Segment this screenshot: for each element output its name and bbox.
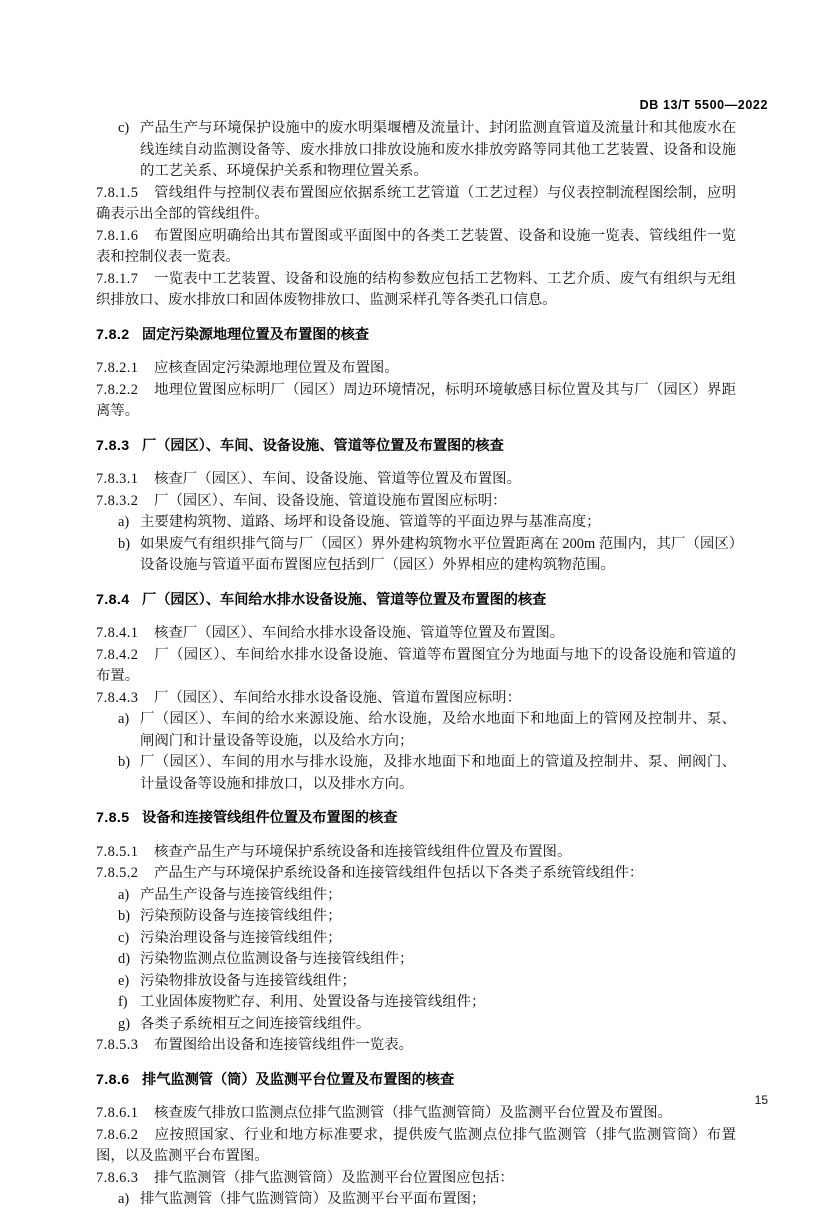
list-item-text: 主要建构筑物、道路、场坪和设备设施、管道等的平面边界与基准高度； xyxy=(140,514,601,530)
heading-title: 固定污染源地理位置及布置图的核查 xyxy=(142,326,370,343)
paragraph-text: 厂（园区）、车间给水排水设备设施、管道布置图应标明： xyxy=(154,689,521,706)
list-marker: g) xyxy=(118,1015,130,1032)
paragraph-7-8-6-2 xyxy=(96,1125,736,1168)
list-item xyxy=(96,752,736,795)
list-item-text: 污染预防设备与连接管线组件； xyxy=(140,908,342,924)
paragraph-text: 核查厂（园区）、车间、设备设施、管道等位置及布置图。 xyxy=(154,471,521,487)
list-item-text: 污染治理设备与连接管线组件； xyxy=(140,929,342,946)
list-marker: a) xyxy=(118,886,130,903)
heading-7-8-5 xyxy=(96,808,736,830)
heading-title: 厂（园区）、车间、设备设施、管道等位置及布置图的核查 xyxy=(142,437,504,454)
list-item xyxy=(96,992,736,1014)
list-marker: a) xyxy=(118,711,130,727)
paragraph-7-8-2-2 xyxy=(96,380,736,423)
heading-number: 7.8.6 xyxy=(96,1071,130,1088)
list-7863 xyxy=(96,1189,736,1211)
list-item-text: 产品生产与环境保护设施中的废水明渠堰槽及流量计、封闭监测直管道及流量计和其他废水在线连续自动监测设备等、废水排放口排放设施和废水排放旁路等同其他工艺装置、设备和设施的工艺关系、环境保护关系和物理位置关系。 xyxy=(140,120,736,179)
paragraph-number: 7.8.3.2 xyxy=(96,492,139,509)
paragraph-number: 7.8.4.3 xyxy=(96,689,139,706)
list-item-text: 厂（园区）、车间的用水与排水设施，及排水地面下和地面上的管道及控制井、泵、闸阀门、计量设备等设施和排放口，以及排水方向。 xyxy=(140,754,736,792)
list-item-text: 产品生产设备与连接管线组件； xyxy=(140,886,342,903)
list-item xyxy=(96,885,736,907)
paragraph-7-8-5-2 xyxy=(96,863,736,885)
paragraph-text: 应核查固定污染源地理位置及布置图。 xyxy=(154,360,399,376)
paragraph-text: 布置图应明确给出其布置图或平面图中的各类工艺装置、设备和设施一览表、管线组件一览表和控制仪表一览表。 xyxy=(96,227,736,265)
heading-title: 排气监测管（筒）及监测平台位置及布置图的核查 xyxy=(142,1071,455,1088)
list-marker: b) xyxy=(118,754,130,770)
paragraph-number: 7.8.4.2 xyxy=(96,646,139,663)
paragraph-number: 7.8.3.1 xyxy=(96,471,139,487)
page-number: 15 xyxy=(754,1093,768,1107)
paragraph-7-8-3-1 xyxy=(96,469,736,491)
list-item xyxy=(96,709,736,752)
heading-7-8-3 xyxy=(96,436,736,458)
list-item xyxy=(96,949,736,971)
paragraph-7-8-4-2 xyxy=(96,645,736,688)
heading-title: 设备和连接管线组件位置及布置图的核查 xyxy=(142,810,398,826)
heading-number: 7.8.5 xyxy=(96,810,130,826)
heading-number: 7.8.4 xyxy=(96,591,130,608)
list-item-text: 各类子系统相互之间连接管线组件。 xyxy=(140,1015,371,1032)
paragraph-text: 厂（园区）、车间给水排水设备设施、管道等布置图宜分为地面与地下的设备设施和管道的布置。 xyxy=(96,646,736,684)
list-marker: c) xyxy=(118,929,130,946)
paragraph-text: 地理位置图应标明厂（园区）周边环境情况，标明环境敏感目标位置及其与厂（园区）界距离等。 xyxy=(96,381,736,419)
paragraph-number: 7.8.1.7 xyxy=(96,270,139,287)
paragraph-7-8-4-3 xyxy=(96,688,736,710)
paragraph-text: 核查产品生产与环境保护系统设备和连接管线组件位置及布置图。 xyxy=(154,843,572,860)
list-item-text: 厂（园区）、车间的给水来源设施、给水设施，及给水地面下和地面上的管网及控制井、泵、闸阀门和计量设备等设施，以及给水方向； xyxy=(140,711,736,749)
document-body xyxy=(96,118,736,1211)
paragraph-text: 一览表中工艺装置、设备和设施的结构参数应包括工艺物料、工艺介质、废气有组织与无组织排放口、废水排放口和固体废物排放口、监测采样孔等各类孔口信息。 xyxy=(96,270,736,308)
list-item xyxy=(96,534,736,577)
list-marker: c) xyxy=(118,120,130,136)
list-marker: f) xyxy=(118,994,128,1010)
page-header-standard-code: DB 13/T 5500—2022 xyxy=(639,98,768,112)
paragraph-number: 7.8.1.5 xyxy=(96,184,139,201)
paragraph-7-8-1-5 xyxy=(96,183,736,226)
list-marker: a) xyxy=(118,514,130,530)
list-item-text: 工业固体废物贮存、利用、处置设备与连接管线组件； xyxy=(140,994,486,1010)
list-item-text: 如果废气有组织排气筒与厂（园区）界外建构筑物水平位置距离在 200m 范围内，其厂（园区）设备设施与管道平面布置图应包括到厂（园区）外界相应的建构筑物范围。 xyxy=(140,535,736,573)
list-item xyxy=(96,906,736,928)
list-7843 xyxy=(96,709,736,795)
paragraph-number: 7.8.2.2 xyxy=(96,381,139,398)
paragraph-text: 管线组件与控制仪表布置图应依据系统工艺管道（工艺过程）与仪表控制流程图绘制，应明确表示出全部的管线组件。 xyxy=(96,184,736,222)
list-item-text: 污染物监测点位监测设备与连接管线组件； xyxy=(140,951,414,967)
paragraph-number: 7.8.5.3 xyxy=(96,1037,139,1053)
list-item xyxy=(96,928,736,950)
paragraph-number: 7.8.4.1 xyxy=(96,625,139,641)
list-marker: b) xyxy=(118,535,130,552)
paragraph-text: 排气监测管（排气监测管筒）及监测平台位置图应包括： xyxy=(154,1169,514,1186)
heading-title: 厂（园区）、车间给水排水设备设施、管道等位置及布置图的核查 xyxy=(142,591,547,608)
paragraph-number: 7.8.6.1 xyxy=(96,1105,139,1121)
paragraph-text: 厂（园区）、车间、设备设施、管道设施布置图应标明： xyxy=(154,492,507,509)
list-marker: b) xyxy=(118,908,130,924)
heading-number: 7.8.2 xyxy=(96,326,130,343)
list-item-text: 排气监测管（排气监测管筒）及监测平台平面布置图； xyxy=(140,1191,486,1207)
paragraph-text: 核查废气排放口监测点位排气监测管（排气监测管筒）及监测平台位置及布置图。 xyxy=(154,1105,673,1121)
list-item xyxy=(96,1189,736,1211)
list-item xyxy=(96,971,736,993)
paragraph-7-8-3-2 xyxy=(96,491,736,513)
list-7832 xyxy=(96,512,736,577)
paragraph-text: 应按照国家、行业和地方标准要求，提供废气监测点位排气监测管（排气监测管筒）布置图，以及监测平台布置图。 xyxy=(96,1126,736,1164)
paragraph-number: 7.8.5.1 xyxy=(96,843,139,860)
heading-number: 7.8.3 xyxy=(96,437,130,454)
list-marker: e) xyxy=(118,972,130,989)
paragraph-number: 7.8.6.2 xyxy=(96,1126,139,1143)
list-7811-continued xyxy=(96,118,736,183)
list-marker: d) xyxy=(118,951,130,967)
paragraph-7-8-2-1 xyxy=(96,358,736,380)
list-item-text: 污染物排放设备与连接管线组件； xyxy=(140,972,356,989)
list-item xyxy=(96,1014,736,1036)
heading-7-8-4 xyxy=(96,590,736,612)
paragraph-7-8-5-3 xyxy=(96,1035,736,1057)
paragraph-number: 7.8.6.3 xyxy=(96,1169,139,1186)
paragraph-text: 布置图给出设备和连接管线组件一览表。 xyxy=(154,1037,414,1053)
paragraph-text: 产品生产与环境保护系统设备和连接管线组件包括以下各类子系统管线组件： xyxy=(154,865,644,881)
paragraph-7-8-1-7 xyxy=(96,269,736,312)
list-item xyxy=(96,118,736,183)
paragraph-number: 7.8.2.1 xyxy=(96,360,139,376)
list-marker: a) xyxy=(118,1191,130,1207)
list-7852 xyxy=(96,885,736,1036)
list-item xyxy=(96,512,736,534)
paragraph-7-8-5-1 xyxy=(96,842,736,864)
heading-7-8-2 xyxy=(96,325,736,347)
heading-7-8-6 xyxy=(96,1070,736,1092)
paragraph-number: 7.8.5.2 xyxy=(96,865,139,881)
paragraph-7-8-6-3 xyxy=(96,1168,736,1190)
paragraph-text: 核查厂（园区）、车间给水排水设备设施、管道等位置及布置图。 xyxy=(154,625,565,641)
paragraph-7-8-1-6 xyxy=(96,226,736,269)
paragraph-number: 7.8.1.6 xyxy=(96,227,139,244)
paragraph-7-8-4-1 xyxy=(96,623,736,645)
